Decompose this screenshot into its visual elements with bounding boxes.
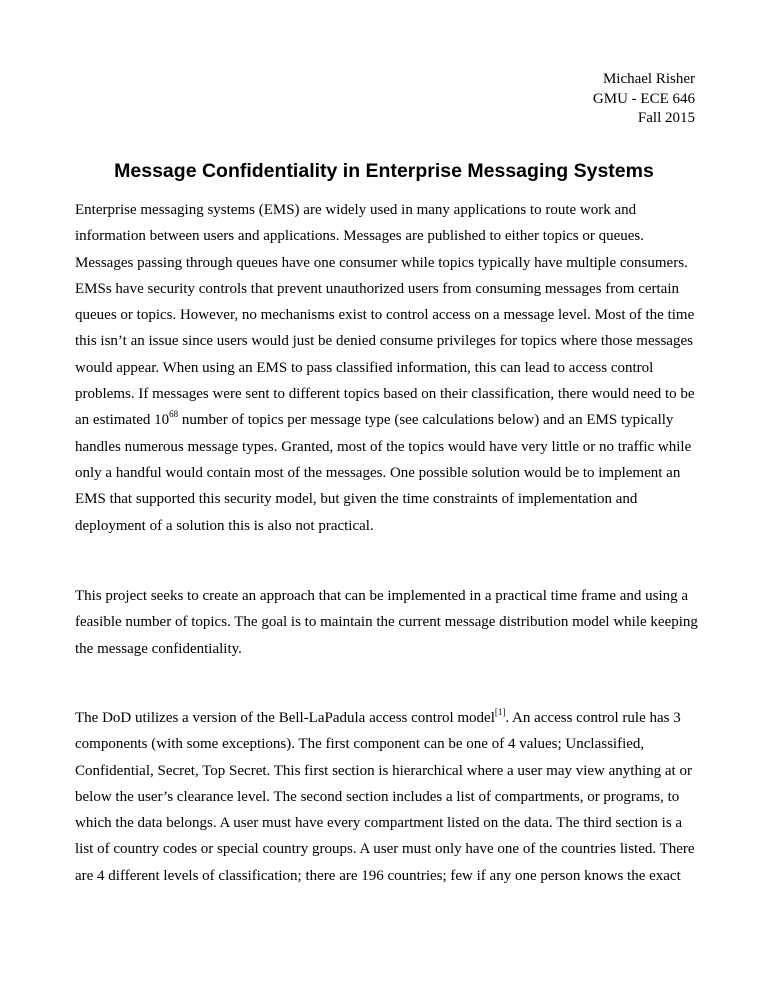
paragraph-line: would appear. When using an EMS to pass classified information, this can lead to access control [75,359,654,376]
paragraph-project-goal [75,583,700,662]
author-name: Michael Risher [602,71,695,87]
paragraph-line: information between users and applications. Messages are published to either topics or queues. [75,228,645,245]
paragraph-line: Enterprise messaging systems (EMS) are widely used in many applications to route work and [75,202,637,218]
paragraph-line [75,407,700,433]
paragraph-access-control [75,705,700,889]
paragraph-line: EMSs have security controls that prevent unauthorized users from consuming messages from certain [75,280,680,297]
paragraph-line: problems. If messages were sent to different topics based on their classification, there would need to be [75,386,695,403]
paragraph-line: Confidential, Secret, Top Secret. This first section is hierarchical where a user may view anything at or [75,762,692,779]
paragraph-line: Messages passing through queues have one consumer while topics typically have multiple consumers. [75,254,688,271]
paragraph-line: only a handful would contain most of the messages. One possible solution would be to implement an [75,464,681,481]
paragraph-line [75,705,700,731]
paragraph-line: queues or topics. However, no mechanisms exist to control access on a message level. Most of the time [75,307,695,324]
paragraph-line: which the data belongs. A user must have every compartment listed on the data. The third section is a [75,815,683,832]
paragraph-line: EMS that supported this security model, but given the time constraints of implementation and [75,491,638,508]
paragraph-line: below the user’s clearance level. The second section includes a list of compartments, or programs, to [75,788,680,805]
term: Fall 2015 [637,110,695,126]
citation-reference: [1] [494,707,506,717]
text-segment: The DoD utilizes a version of the Bell-LaPadula access control model [75,710,495,726]
document-title: Message Confidentiality in Enterprise Messaging Systems [114,160,654,182]
paragraph-line: this isn’t an issue since users would just be denied consume privileges for topics where those messages [75,333,693,350]
paragraph-intro [75,197,700,539]
paragraph-line: the message confidentiality. [75,640,242,657]
paragraph-line: are 4 different levels of classification; there are 196 countries; few if any one person knows the exact [75,867,681,884]
paragraph-line: list of country codes or special country groups. A user must only have one of the countries listed. There [75,841,695,858]
text-segment: . An access control rule has 3 [505,710,681,726]
paragraph-line: deployment of a solution this is also not practical. [75,517,374,534]
paragraph-line: components (with some exceptions). The first component can be one of 4 values; Unclassified, [75,736,645,753]
text-segment: number of topics per message type (see calculations below) and an EMS typically [178,412,674,429]
text-segment: an estimated 10 [75,412,170,429]
author-block [593,70,695,129]
exponent: 68 [169,409,179,420]
paragraph-line: This project seeks to create an approach that can be implemented in a practical time frame and using a [75,588,689,604]
paragraph-line: feasible number of topics. The goal is to maintain the current message distribution model while keeping [75,614,698,631]
paragraph-line: handles numerous message types. Granted, most of the topics would have very little or no traffic while [75,438,692,455]
course-name: GMU - ECE 646 [592,90,695,107]
